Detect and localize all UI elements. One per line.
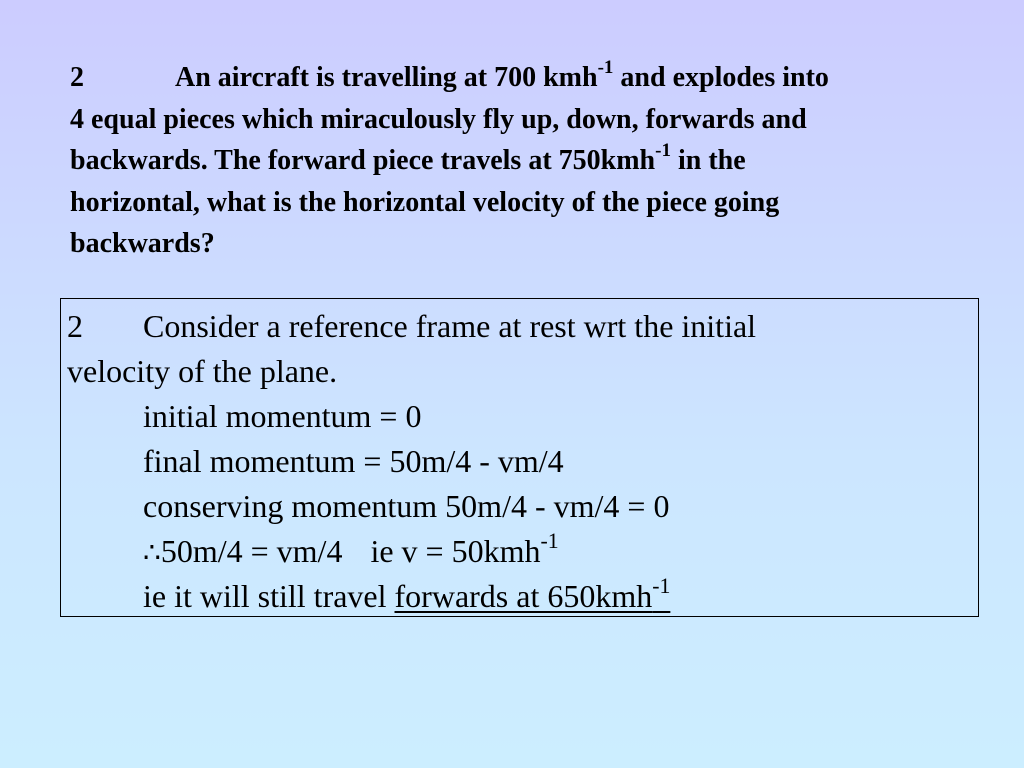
answer-final-result-superscript: -1 xyxy=(652,573,671,598)
question-line-1-text: An aircraft is travelling at 700 kmh xyxy=(175,62,598,93)
answer-line-2: velocity of the plane. xyxy=(67,353,338,389)
question-number: 2 xyxy=(70,62,84,93)
answer-line-6-part-b: ie v = 50kmh xyxy=(370,533,541,569)
question-line-1-end: and explodes into xyxy=(613,62,829,93)
therefore-symbol: ∴ xyxy=(143,536,161,569)
answer-line-6-part-a: 50m/4 = vm/4 xyxy=(160,533,343,569)
answer-line-5 xyxy=(67,484,972,529)
question-text xyxy=(70,57,990,265)
question-line-1-superscript: -1 xyxy=(597,57,614,79)
question-line-1 xyxy=(70,57,990,99)
answer-number: 2 xyxy=(67,308,83,344)
answer-line-1 xyxy=(67,304,972,349)
question-line-3 xyxy=(70,140,990,182)
answer-line-3-text: initial momentum = 0 xyxy=(143,398,422,434)
question-line-3-superscript: -1 xyxy=(655,140,671,162)
question-line-5: backwards? xyxy=(70,228,215,259)
answer-line-4-text: final momentum = 50m/4 - vm/4 xyxy=(143,443,564,479)
answer-line-7 xyxy=(67,574,972,619)
answer-line-3 xyxy=(67,394,972,439)
answer-line-7-text: ie it will still travel xyxy=(143,578,395,614)
question-line-2: 4 equal pieces which miraculously fly up, down, forwards and xyxy=(70,103,807,135)
question-line-3-end: in the xyxy=(670,145,746,176)
question-line-3-text: backwards. The forward piece travels at 750kmh xyxy=(70,145,656,176)
question-line-4: horizontal, what is the horizontal velocity of the piece going xyxy=(70,186,780,218)
answer-line-4 xyxy=(67,439,972,484)
answer-line-1-text: Consider a reference frame at rest wrt the initial xyxy=(143,308,757,344)
answer-final-result-text: forwards at 650kmh xyxy=(394,578,653,614)
answer-text xyxy=(67,304,972,619)
answer-line-6-superscript: -1 xyxy=(540,528,559,553)
answer-line-5-text: conserving momentum 50m/4 - vm/4 = 0 xyxy=(143,488,670,524)
answer-final-result xyxy=(394,573,671,614)
answer-line-6 xyxy=(67,529,972,574)
